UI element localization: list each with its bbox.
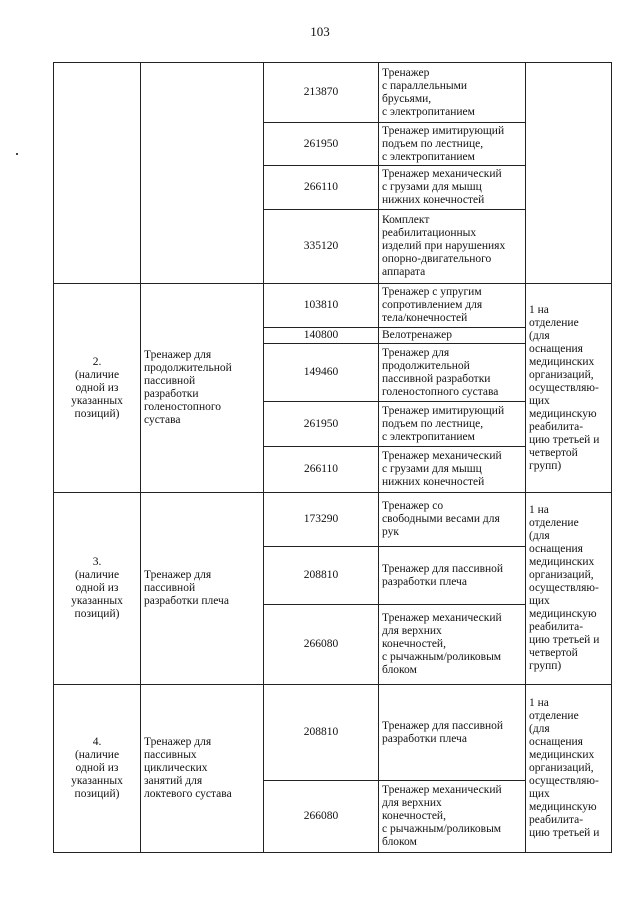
table-row: [54, 685, 612, 781]
description-cell: Тренажер со свободными весами для рук: [379, 493, 526, 547]
description-cell: Велотренажер: [379, 328, 526, 344]
quantity-note-cell: 1 на отделение (для оснащения медицинских организаций, осуществляю- щих медицинскую реабилита- цию третьей и четвертой групп): [526, 493, 612, 685]
quantity-note-cell: 1 на отделение (для оснащения медицинских организаций, осуществляю- щих медицинскую реабилита- цию третьей и: [526, 685, 612, 853]
description-cell: Комплект реабилитационных изделий при нарушениях опорно-двигательного аппарата: [379, 210, 526, 284]
code-cell: 173290: [264, 493, 379, 547]
description-cell: Тренажер с параллельными брусьями, с электропитанием: [379, 63, 526, 123]
scan-speck: [16, 153, 18, 155]
description-cell: Тренажер для продолжительной пассивной разработки голеностопного сустава: [379, 344, 526, 402]
code-cell: 261950: [264, 402, 379, 447]
item-name-cell: [141, 63, 264, 284]
code-cell: 266110: [264, 447, 379, 493]
code-cell: 208810: [264, 547, 379, 605]
table-row: [54, 284, 612, 328]
code-cell: 266110: [264, 166, 379, 210]
description-cell: Тренажер механический для верхних конечностей, с рычажным/роликовым блоком: [379, 605, 526, 685]
item-name-cell: Тренажер для пассивных циклических занятий для локтевого сустава: [141, 685, 264, 853]
description-cell: Тренажер имитирующий подъем по лестнице, с электропитанием: [379, 402, 526, 447]
code-cell: 140800: [264, 328, 379, 344]
equipment-table: [53, 62, 612, 853]
code-cell: 149460: [264, 344, 379, 402]
item-number-cell: 2. (наличие одной из указанных позиций): [54, 284, 141, 493]
item-number-cell: [54, 63, 141, 284]
description-cell: Тренажер имитирующий подъем по лестнице, с электропитанием: [379, 123, 526, 166]
item-name-cell: Тренажер для продолжительной пассивной разработки голеностопного сустава: [141, 284, 264, 493]
code-cell: 208810: [264, 685, 379, 781]
item-number-cell: 3. (наличие одной из указанных позиций): [54, 493, 141, 685]
description-cell: Тренажер механический для верхних конечностей, с рычажным/роликовым блоком: [379, 781, 526, 853]
quantity-note-cell: [526, 63, 612, 284]
code-cell: 261950: [264, 123, 379, 166]
table-row: [54, 63, 612, 123]
description-cell: Тренажер механический с грузами для мышц нижних конечностей: [379, 447, 526, 493]
description-cell: Тренажер для пассивной разработки плеча: [379, 547, 526, 605]
page-number: 103: [310, 24, 330, 39]
table-row: [54, 493, 612, 547]
description-cell: Тренажер с упругим сопротивлением для тела/конечностей: [379, 284, 526, 328]
code-cell: 213870: [264, 63, 379, 123]
code-cell: 266080: [264, 605, 379, 685]
code-cell: 335120: [264, 210, 379, 284]
quantity-note-cell: 1 на отделение (для оснащения медицинских организаций, осуществляю- щих медицинскую реабилита- цию третьей и четвертой групп): [526, 284, 612, 493]
code-cell: 103810: [264, 284, 379, 328]
item-number-cell: 4. (наличие одной из указанных позиций): [54, 685, 141, 853]
description-cell: Тренажер для пассивной разработки плеча: [379, 685, 526, 781]
code-cell: 266080: [264, 781, 379, 853]
description-cell: Тренажер механический с грузами для мышц нижних конечностей: [379, 166, 526, 210]
item-name-cell: Тренажер для пассивной разработки плеча: [141, 493, 264, 685]
